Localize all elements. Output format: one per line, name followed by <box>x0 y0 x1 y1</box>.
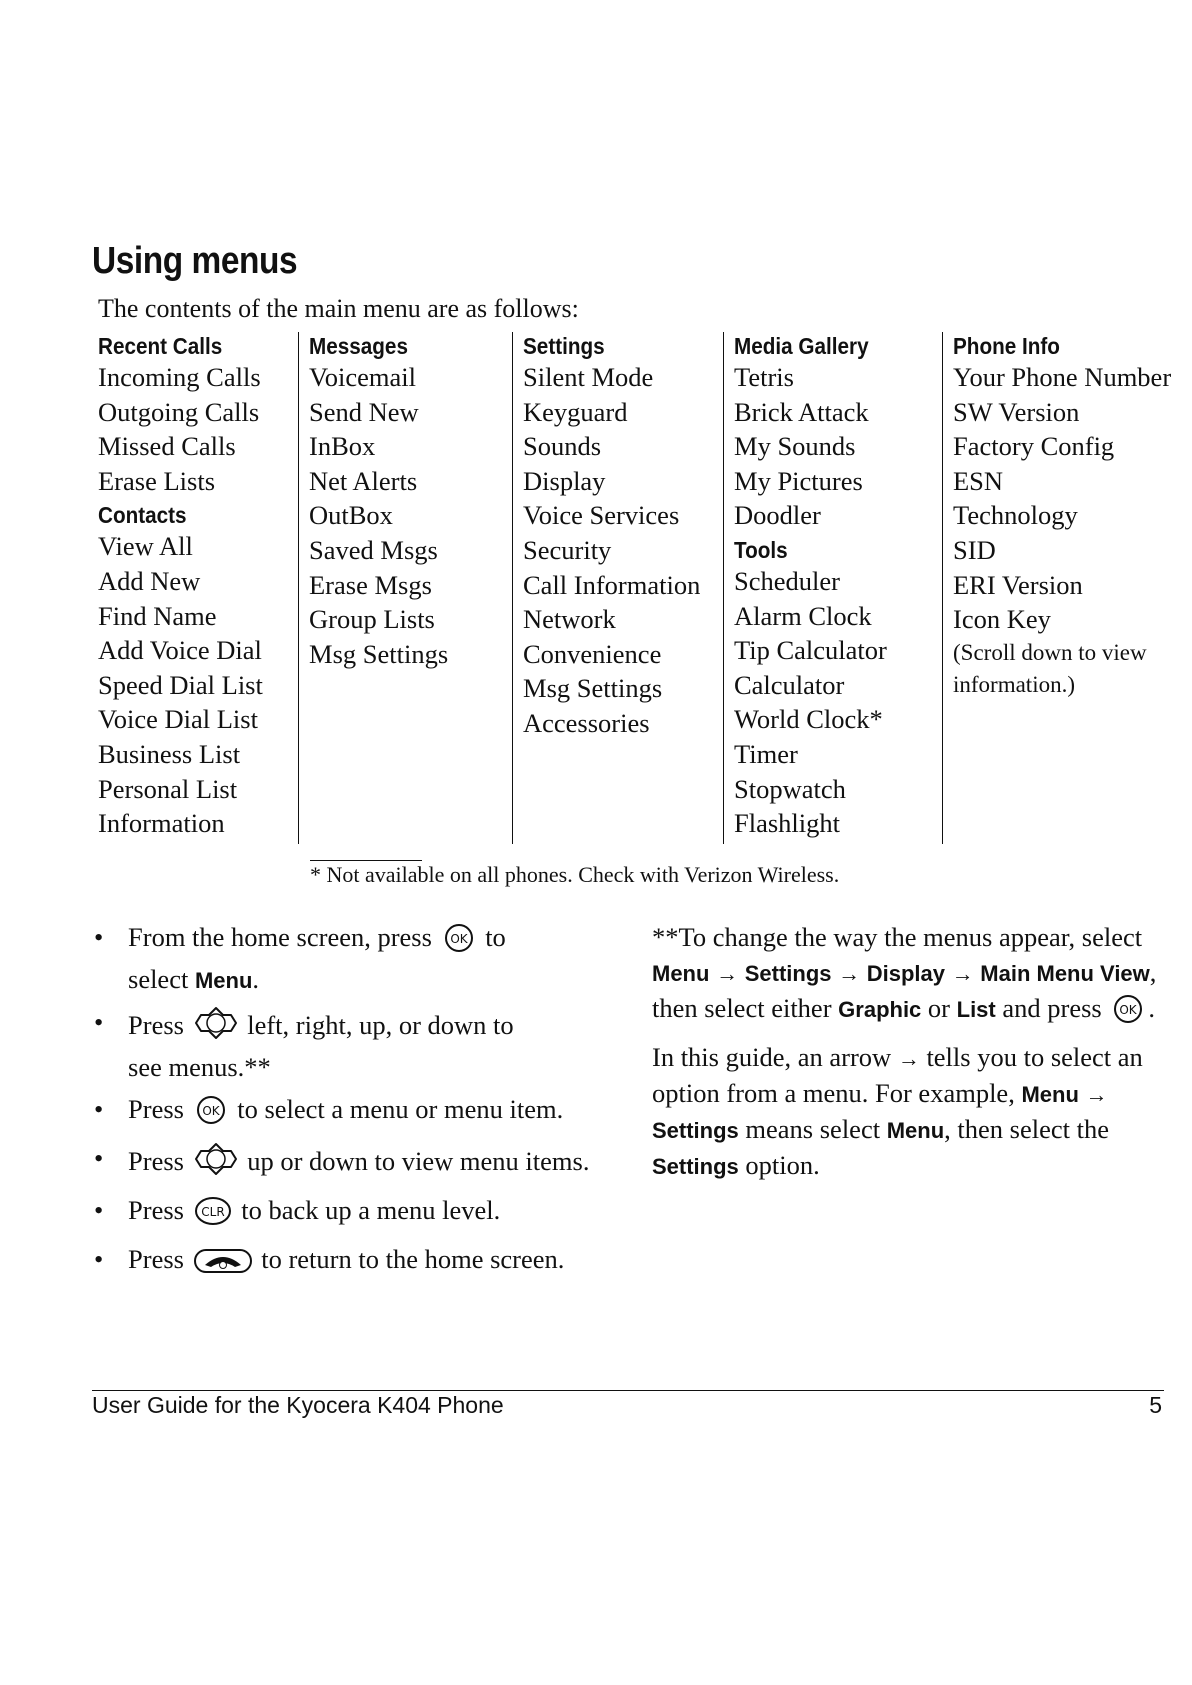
paragraph-text: **To change the way the menus appear, select <box>652 922 1143 952</box>
menu-term: Display <box>866 961 946 986</box>
svg-text:CLR: CLR <box>200 1205 225 1219</box>
menu-item: Erase Msgs <box>309 569 432 600</box>
menu-item: Voice Services <box>523 500 680 531</box>
menu-item: Call Information <box>523 569 701 600</box>
menu-term: Menu <box>1021 1082 1079 1107</box>
menu-item: Calculator <box>734 669 845 700</box>
menu-item: Flashlight <box>734 808 841 839</box>
paragraph-text: In this guide, an arrow <box>652 1042 892 1072</box>
menu-term: Settings <box>652 1154 739 1179</box>
menu-item: Silent Mode <box>523 362 654 392</box>
arrow-symbol: → <box>716 961 739 986</box>
menu-term: Main Menu View <box>980 961 1150 986</box>
menu-item: Add Voice Dial <box>98 635 262 666</box>
ok-key-icon <box>1110 994 1146 1033</box>
menu-item: Outgoing Calls <box>98 396 260 427</box>
menu-item: Accessories <box>523 707 650 738</box>
menu-column-4 <box>723 332 944 844</box>
footnote: * Not available on all phones. Check with Verizon Wireless. <box>310 862 840 887</box>
menu-item: Network <box>523 604 616 635</box>
menu-note: (Scroll down to view <box>953 639 1147 665</box>
bullet-text: left, right, up, or down to <box>247 1010 514 1040</box>
list-item <box>92 920 612 998</box>
menu-item: Information <box>98 808 225 839</box>
arrow-symbol: → <box>951 961 974 986</box>
bullet: • <box>94 1244 104 1274</box>
menu-item: Security <box>523 534 612 565</box>
menu-item: Erase Lists <box>98 465 216 496</box>
menu-term: Menu <box>886 1118 945 1143</box>
paragraph <box>652 920 1172 1033</box>
bullet-text: see menus.** <box>128 1052 271 1082</box>
menu-item: ERI Version <box>953 569 1083 600</box>
menu-item: Doodler <box>734 500 821 531</box>
menu-heading-messages: Messages <box>309 333 408 359</box>
bullet-text: select <box>128 964 189 994</box>
menu-item: Keyguard <box>523 396 628 427</box>
menu-item: Tetris <box>734 362 794 392</box>
menu-item: Msg Settings <box>309 638 449 669</box>
arrow-symbol: → <box>1085 1082 1108 1107</box>
menu-column-1 <box>98 332 298 844</box>
menu-heading-tools: Tools <box>734 536 788 563</box>
menu-item: Saved Msgs <box>309 534 438 565</box>
menu-term: Graphic <box>838 997 922 1022</box>
menu-item: World Clock* <box>734 704 883 735</box>
list-item <box>92 1092 612 1134</box>
menu-term: Settings <box>652 1118 739 1143</box>
menu-term: Settings <box>744 961 832 986</box>
bullet-text: to <box>485 922 506 952</box>
list-item <box>92 1141 612 1186</box>
menu-item: Factory Config <box>953 431 1115 462</box>
page-number: 5 <box>1149 1392 1162 1418</box>
menu-item: Icon Key <box>953 604 1051 635</box>
instruction-list <box>92 920 612 1291</box>
bullet-text: to back up a menu level. <box>241 1195 501 1225</box>
menu-column-2 <box>298 332 521 844</box>
menu-item: Sounds <box>523 431 602 462</box>
bullet: • <box>94 1195 104 1225</box>
menu-item: Your Phone Number <box>953 362 1172 392</box>
menu-column-3 <box>512 332 733 844</box>
paragraph <box>652 1040 1172 1184</box>
menu-item: Technology <box>953 500 1078 531</box>
menu-item: Net Alerts <box>309 465 418 496</box>
menu-item: Personal List <box>98 773 238 804</box>
bullet: • <box>94 1143 104 1173</box>
bullet-text: . <box>252 964 260 994</box>
paragraph-text: and press <box>1002 993 1102 1023</box>
end-key-icon <box>193 1247 253 1284</box>
bullet: • <box>94 1094 104 1124</box>
bullet-text: Press <box>128 1146 184 1176</box>
menu-item: My Pictures <box>734 465 863 496</box>
menu-item: Scheduler <box>734 565 840 596</box>
menu-item: Convenience <box>523 638 662 669</box>
menu-item: Send New <box>309 396 419 427</box>
menu-heading-recent-calls: Recent Calls <box>98 333 223 359</box>
menu-item: Voice Dial List <box>98 704 258 735</box>
list-item <box>92 1242 612 1284</box>
menu-note: information.) <box>953 671 1075 697</box>
paragraph-text: or <box>927 993 950 1023</box>
paragraph-text: . <box>1148 993 1155 1023</box>
page-title: Using menus <box>92 240 298 282</box>
menu-heading-media-gallery: Media Gallery <box>734 333 869 359</box>
bullet-text: to select a menu or menu item. <box>237 1094 564 1124</box>
menu-term: Menu <box>652 961 710 986</box>
menu-item: Brick Attack <box>734 396 869 427</box>
footnote-rule <box>310 860 422 861</box>
menu-item: InBox <box>309 431 376 462</box>
menu-item: View All <box>98 531 193 562</box>
menu-item: Msg Settings <box>523 673 663 704</box>
menu-item: ESN <box>953 465 1004 496</box>
paragraph-text: then select either <box>652 993 832 1023</box>
list-item <box>92 1005 612 1085</box>
navigation-key-icon <box>193 1005 239 1050</box>
paragraph-text: , then select the <box>944 1114 1109 1144</box>
menu-heading-phone-info: Phone Info <box>953 333 1060 359</box>
bullet: • <box>94 922 104 952</box>
svg-text:OK: OK <box>1119 1003 1138 1017</box>
bullet-text: Press <box>128 1094 184 1124</box>
menu-item: Voicemail <box>309 362 416 392</box>
list-item <box>92 1193 612 1235</box>
svg-text:OK: OK <box>201 1104 220 1118</box>
menu-item: Incoming Calls <box>98 362 261 392</box>
bullet-text: to return to the home screen. <box>261 1244 565 1274</box>
menu-item: Missed Calls <box>98 431 236 462</box>
bullet-text: Press <box>128 1244 184 1274</box>
menu-term: Menu <box>194 968 253 993</box>
menu-item: Tip Calculator <box>734 635 887 666</box>
ok-key-icon <box>441 923 477 962</box>
menu-item: Alarm Clock <box>734 600 872 631</box>
menu-item: Add New <box>98 565 201 596</box>
paragraph-text: means select <box>745 1114 881 1144</box>
bullet-text: up or down to view menu items. <box>247 1146 590 1176</box>
menu-item: Find Name <box>98 600 217 631</box>
paragraph-text: option. <box>745 1150 820 1180</box>
menu-item: My Sounds <box>734 431 856 462</box>
menu-item: Business List <box>98 738 241 769</box>
bullet-text: Press <box>128 1195 184 1225</box>
menu-item: Timer <box>734 738 798 769</box>
paragraph-text: , <box>1149 957 1157 987</box>
menu-item: Stopwatch <box>734 773 846 804</box>
menu-item: SID <box>953 534 996 565</box>
bullet-text: From the home screen, press <box>128 922 432 952</box>
menu-item: Group Lists <box>309 604 435 635</box>
menu-column-5 <box>942 332 1173 844</box>
menu-view-instructions <box>652 920 1172 1191</box>
menu-term: List <box>956 997 996 1022</box>
navigation-key-icon <box>193 1141 239 1186</box>
menu-item: SW Version <box>953 396 1080 427</box>
arrow-symbol: → <box>838 961 861 986</box>
bullet: • <box>94 1007 104 1037</box>
footer-rule <box>92 1390 1164 1391</box>
menu-item: OutBox <box>309 500 393 531</box>
menu-heading-contacts: Contacts <box>98 502 187 529</box>
intro-text: The contents of the main menu are as follows: <box>98 294 579 323</box>
menu-item: Speed Dial List <box>98 669 263 700</box>
bullet-text: Press <box>128 1010 184 1040</box>
paragraph-text: tells you to select an <box>926 1042 1143 1072</box>
menu-heading-settings: Settings <box>523 333 605 359</box>
arrow-symbol: → <box>897 1046 920 1071</box>
footer-title: User Guide for the Kyocera K404 Phone <box>92 1392 504 1418</box>
paragraph-text: option from a menu. For example, <box>652 1078 1015 1108</box>
svg-text:OK: OK <box>449 932 468 946</box>
menu-item: Display <box>523 465 606 496</box>
clear-key-icon <box>193 1196 233 1235</box>
ok-key-icon <box>193 1095 229 1134</box>
